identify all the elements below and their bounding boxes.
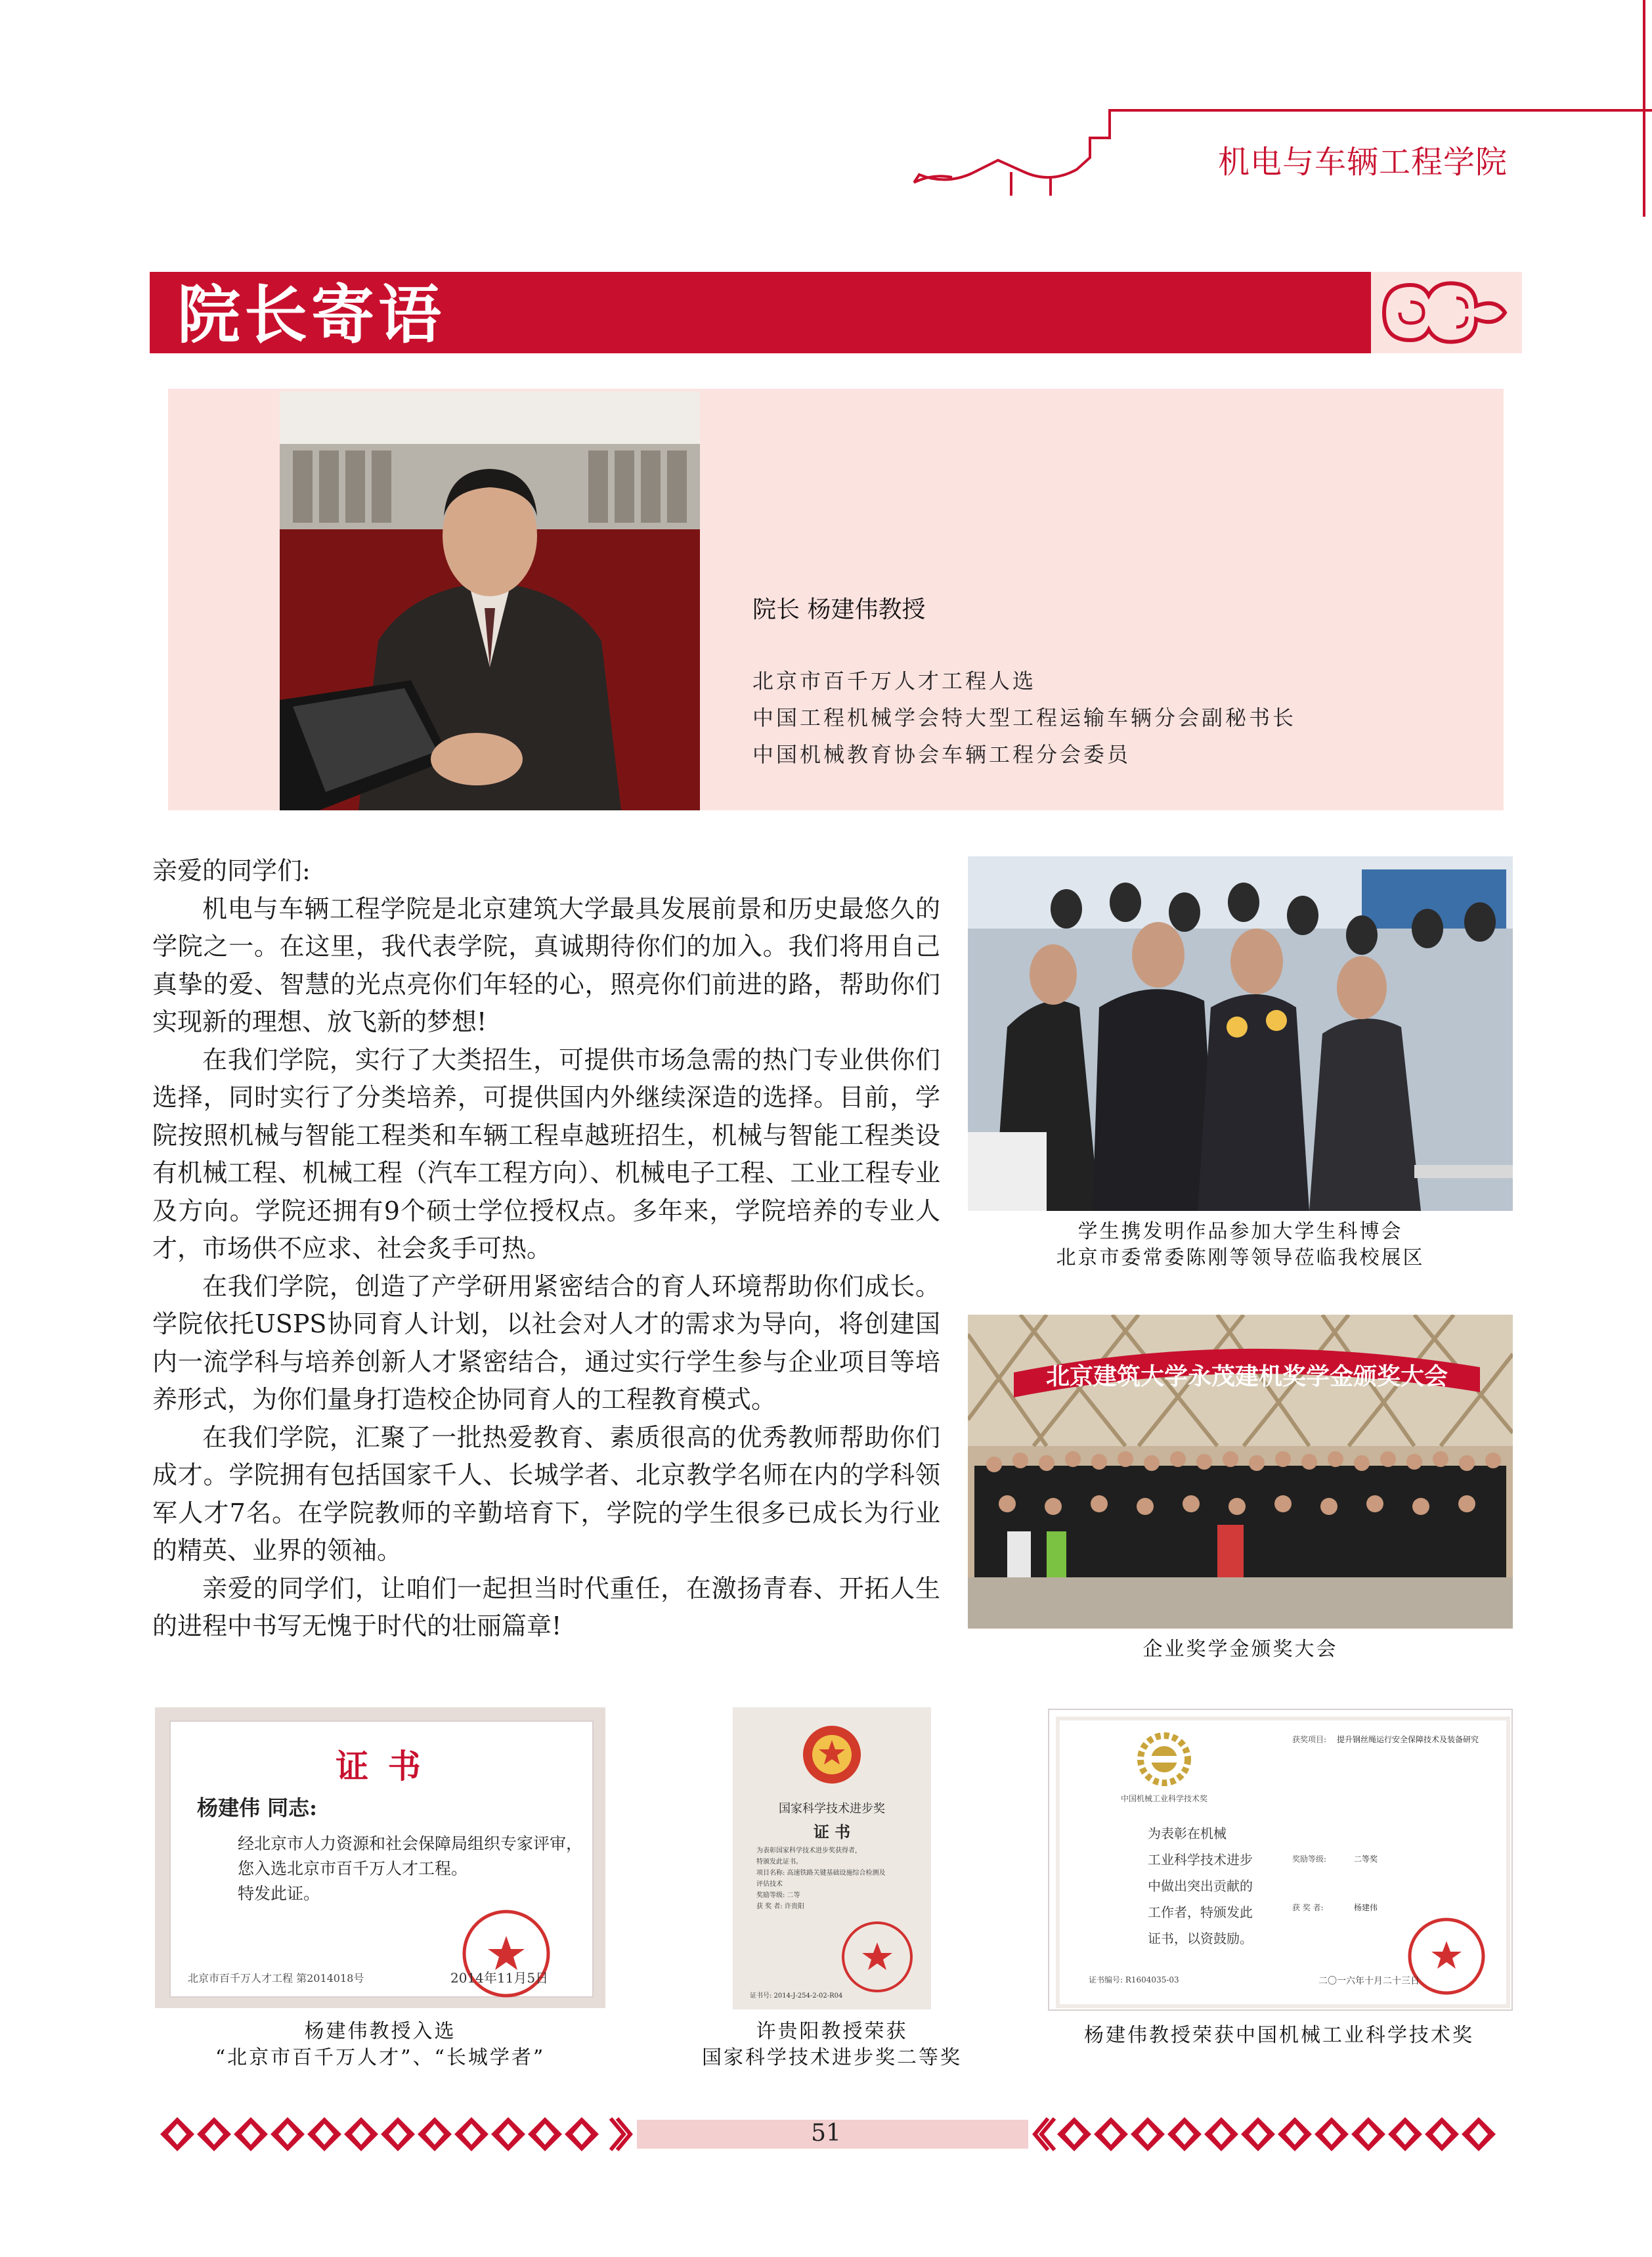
national-emblem-icon <box>799 1722 865 1787</box>
section-title: 院长寄语 <box>177 278 445 352</box>
cert2-text-line: 获 奖 者: 许贵阳 <box>756 1903 804 1910</box>
dean-name-title: 院长 杨建伟教授 <box>752 596 926 623</box>
certificate-national-award <box>733 1707 931 2009</box>
cert2-title: 国家科学技术进步奖 <box>779 1802 885 1816</box>
letter-paragraph: 在我们学院，汇聚了一批热爱教育、素质很高的优秀教师帮助你们成才。学院拥有包括国家千人、长城学者、北京教学名师在内的学科领军人才7名。在学院教师的辛勤培育下，学院的学生很多已成长为行业的精英、业界的领袖。 <box>152 1422 940 1565</box>
cert3-level-label: 奖励等级: <box>1292 1854 1327 1864</box>
cert1-caption-line2: “北京市百千万人才”、“长城学者” <box>215 2046 546 2069</box>
page-number: 51 <box>811 2120 841 2147</box>
cert3-text-line: 为表彰在机械 <box>1148 1826 1227 1841</box>
cert3-project: 提升钢丝绳运行安全保障技术及装备研究 <box>1337 1735 1479 1744</box>
cert3-winner-label: 获 奖 者: <box>1292 1903 1324 1912</box>
cert3-text-line: 证书，以资鼓励。 <box>1148 1931 1253 1946</box>
cert2-text-line: 项目名称: 高速铁路关键基础设施综合检测及 <box>756 1870 886 1877</box>
cert3-text-line: 工业科学技术进步 <box>1148 1852 1253 1868</box>
cert3-level: 二等奖 <box>1354 1854 1378 1864</box>
ceremony-banner-text: 北京建筑大学永茂建机奖学金颁奖大会 <box>1045 1363 1448 1390</box>
letter-paragraph: 亲爱的同学们，让咱们一起担当时代重任，在激扬青春、开拓人生的进程中书写无愧于时代的壮丽篇章! <box>152 1573 940 1640</box>
ceremony-caption: 企业奖学金颁奖大会 <box>1142 1638 1338 1661</box>
cert3-date: 二〇一六年十月二十三日 <box>1318 1976 1420 1986</box>
cert2-caption-line1: 许贵阳教授荣获 <box>756 2020 908 2043</box>
cert3-org: 中国机械工业科学技术奖 <box>1120 1794 1207 1803</box>
official-seal-icon <box>838 1917 917 1996</box>
cert3-project-label: 获奖项目: <box>1292 1735 1327 1744</box>
honor-line: 中国机械教育协会车辆工程分会委员 <box>752 742 1131 767</box>
honor-line: 北京市百千万人才工程人选 <box>752 668 1037 693</box>
certificate-talent <box>155 1707 605 2008</box>
cert1-recipient: 杨建伟 同志: <box>197 1795 317 1820</box>
cloud-ornament-icon <box>1371 272 1522 353</box>
cert1-footer: 北京市百千万人才工程 第2014018号 <box>188 1972 364 1984</box>
cert2-caption-line2: 国家科学技术进步奖二等奖 <box>702 2046 962 2069</box>
dean-portrait-photo <box>280 391 700 810</box>
letter-greeting: 亲爱的同学们: <box>152 856 311 885</box>
cert2-text-line: 奖励等级: 二等 <box>756 1892 800 1899</box>
cert3-caption: 杨建伟教授荣获中国机械工业科学技术奖 <box>1084 2024 1474 2047</box>
cert3-text-line: 中做出突出贡献的 <box>1148 1878 1253 1894</box>
school-name: 机电与车辆工程学院 <box>1217 144 1508 181</box>
cert2-text-line: 评估技术 <box>756 1881 783 1888</box>
certificate-machinery-award <box>1048 1709 1513 2011</box>
cert2-number: 证书号: 2014-J-254-2-02-R04 <box>750 1992 843 2000</box>
official-seal-icon <box>450 1904 562 2003</box>
header-roof-line <box>0 0 1652 217</box>
letter-paragraph: 在我们学院，实行了大类招生，可提供市场急需的热门专业供你们选择，同时实行了分类培养，可提供国内外继续深造的选择。目前，学院按照机械与智能工程类和车辆工程卓越班招生，机械与智能工程类设有机械工程、机械工程（汽车工程方向）、机械电子工程、工业工程专业及方向。学院还拥有9个硕士学位授权点。多年来，学院培养的专业人才，市场供不应求、社会炙手可热。 <box>152 1045 940 1263</box>
dean-letter <box>152 852 940 1646</box>
expo-photo <box>968 856 1513 1211</box>
letter-paragraph: 机电与车辆工程学院是北京建筑大学最具发展前景和历史最悠久的学院之一。在这里，我代表学院，真诚期待你们的加入。我们将用自己真挚的爱、智慧的光点亮你们年轻的心，照亮你们前进的路，帮助你们实现新的理想、放飞新的梦想! <box>152 894 940 1036</box>
cert3-body <box>1148 1820 1253 1952</box>
letter-paragraph: 在我们学院，创造了产学研用紧密结合的育人环境帮助你们成长。学院依托USPS协同育人计划，以社会对人才的需求为导向，将创建国内一流学科与培养创新人才紧密结合，通过实行学生参与企业项目等培养形式，为你们量身打造校企协同育人的工程教育模式。 <box>152 1271 940 1414</box>
gear-emblem-icon <box>1128 1730 1200 1789</box>
expo-caption-line2: 北京市委常委陈刚等领导莅临我校展区 <box>1056 1246 1425 1269</box>
expo-caption-line1: 学生携发明作品参加大学生科博会 <box>1077 1220 1403 1243</box>
cert2-text-line: 特颁发此证书。 <box>756 1858 802 1866</box>
cert3-text-line: 工作者，特颁发此 <box>1148 1904 1253 1920</box>
cert1-date: 2014年11月5日 <box>450 1970 549 1986</box>
honor-line: 中国工程机械学会特大型工程运输车辆分会副秘书长 <box>752 705 1297 730</box>
ceremony-photo <box>968 1315 1513 1629</box>
cert1-body-line: 经北京市人力资源和社会保障局组织专家评审， <box>238 1834 583 1853</box>
cert1-title: 证 书 <box>336 1747 425 1786</box>
cert1-body-line: 特发此证。 <box>238 1884 320 1903</box>
cert3-winner: 杨建伟 <box>1354 1903 1378 1912</box>
cert2-text <box>756 1845 886 1912</box>
cert2-text-line: 为表彰国家科学技术进步奖获得者， <box>756 1847 861 1854</box>
cert1-caption-line1: 杨建伟教授入选 <box>304 2020 456 2043</box>
cert2-subtitle: 证 书 <box>813 1822 851 1841</box>
cert3-number: 证书编号: R1604035-03 <box>1089 1975 1179 1984</box>
cert1-body-line: 您入选北京市百千万人才工程。 <box>238 1859 468 1878</box>
